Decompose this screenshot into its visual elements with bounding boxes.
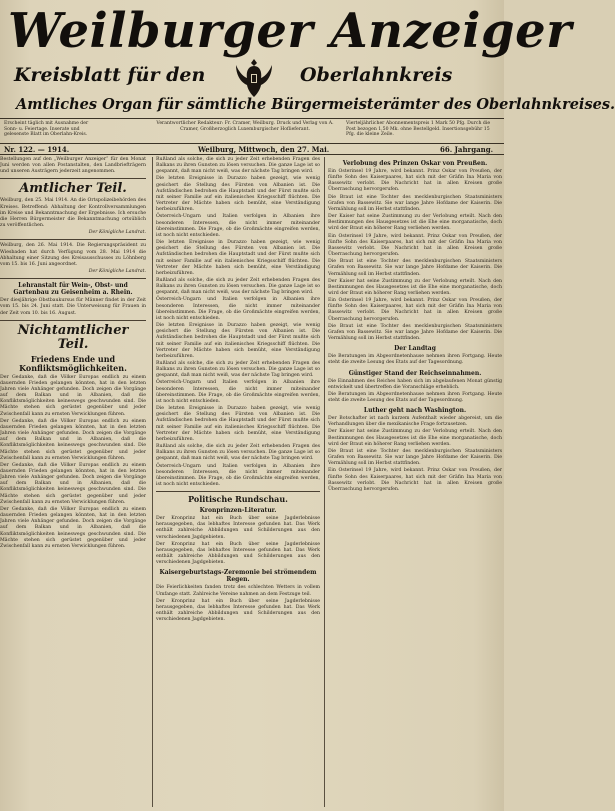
article-paragraph: Die Beratungen im Abgeordnetenhause nehmen ihren Fortgang. Heute steht die zweite Lesung des Etats auf der Tagesordnung. <box>328 354 502 366</box>
section-heading-rundschau: Politische Rundschau. <box>188 494 288 505</box>
article-paragraph: Weilburg, den 26. Mai 1914. Die Regierungspräsident zu Wiesbaden hat durch Verfügung vom 28. Mai 1914 die Abhaltung einer Sitzung des Kreisausschusses zu Löhnberg vom 15. bis 16. Juni angeordnet. <box>0 243 146 267</box>
article-paragraph: Der Kaiser hat seine Zustimmung zu der Verlobung erteilt. Nach den Bestimmungen des Hausgesetzes ist die Ehe eine morganatische, doch wird der Braut ein höherer Rang verliehen werden. <box>328 429 502 447</box>
divider <box>156 491 320 492</box>
article-paragraph: Ein Osterinsel 19 Jahre, wird bekannt. Prinz Oskar von Preußen, der fünfte Sohn des Kaiserpaares, hat sich mit der Gräfin Ina Maria von Bassewitz verlobt. Die Nachricht hat in allen Kreisen große Überraschung hervorgerufen. <box>328 169 502 193</box>
article-heading: Lehranstalt für Wein-, Obst- und Gartenbau zu Geisenheim a. Rhein. <box>13 282 133 297</box>
article-paragraph: Die Braut ist eine Tochter des mecklenburgischen Staatsministers Grafen von Bassewitz. Sie war lange Jahre Hofdame der Kaiserin. Die Vermählung soll im Herbst stattfinden. <box>328 259 502 277</box>
subtitle-left: Kreisblatt für den <box>14 64 206 86</box>
article-paragraph: Die letzten Ereignisse in Durazzo haben gezeigt, wie wenig gesichert die Stellung des Fürsten von Albanien ist. Die Aufständischen bedrohen die Hauptstadt und der Fürst mußte sich mit seiner Familie auf ein italienisches Kriegsschiff flüchten. Die Vertreter der Mächte haben sich bemüht, eine Verständigung herbeizuführen. <box>156 176 320 213</box>
divider <box>0 278 146 279</box>
article-paragraph: Der Gedanke, daß die Völker Europas endlich zu einem dauernden Frieden gelangen könnten, hat in den letzten Jahren viele Anhänger gefunden. Doch zeigen die Vorgänge auf dem Balkan und in Albanien, daß die Konfliktsmöglichkeiten keineswegs geschwunden sind. Die Mächte stehen sich gerüstet gegenüber und jeder Zwischenfall kann zu ernsten Verwicklungen führen. <box>0 506 146 549</box>
subtitle-right: Oberlahnkreis <box>300 64 453 86</box>
volume-number: 66. Jahrgang. <box>440 145 494 154</box>
column-2 <box>152 157 320 807</box>
article-paragraph: Weilburg, den 25. Mai 1914. An die Ortspolizeibehörden des Kreises. Betreffend: Abhaltung der Kontrollversammlungen im Kreise und Bekanntmachung der Ergebnisse. Ich ersuche die Herren Bürgermeister die Bekanntmachung ortsüblich zu veröffentlichen. <box>0 198 146 229</box>
article-paragraph: Der Kronprinz hat ein Buch über seine Jagderlebnisse herausgegeben, das lebhaftes Interesse gefunden hat. Das Werk enthält zahlreiche Abbildungen und Schilderungen aus den verschiedenen Jagdgebieten. <box>156 516 320 540</box>
article-paragraph: Der Gedanke, daß die Völker Europas endlich zu einem dauernden Frieden gelangen könnten, hat in den letzten Jahren viele Anhänger gefunden. Doch zeigen die Vorgänge auf dem Balkan und in Albanien, daß die Konfliktsmöglichkeiten keineswegs geschwunden sind. Die Mächte stehen sich gerüstet gegenüber und jeder Zwischenfall kann zu ernsten Verwicklungen führen. <box>0 374 146 417</box>
article-paragraph: Die letzten Ereignisse in Durazzo haben gezeigt, wie wenig gesichert die Stellung des Fürsten von Albanien ist. Die Aufständischen bedrohen die Hauptstadt und der Fürst mußte sich mit seiner Familie auf ein italienisches Kriegsschiff flüchten. Die Vertreter der Mächte haben sich bemüht, eine Verständigung herbeizuführen. <box>156 240 320 276</box>
article-paragraph: Die Einnahmen des Reiches haben sich im abgelaufenen Monat günstig entwickelt und übertreffen die Voranschläge erheblich. <box>328 378 502 390</box>
article-paragraph: Der diesjährige Obstbaukursus für Männer findet in der Zeit vom 15. bis 24. Juni statt. Die Unterweisung für Frauen in der Zeit vom 10. bis 16. August. <box>0 298 146 316</box>
article-paragraph: Österreich-Ungarn und Italien verfolgen in Albanien ihre besonderen Interessen, die nicht immer miteinander übereinstimmen. Die Frage, ob die Großmächte eingreifen werden, ist noch nicht entschieden. <box>156 380 320 404</box>
section-heading-amtlich: Amtlicher Teil. <box>19 181 127 197</box>
dateline <box>0 143 504 155</box>
divider <box>0 320 146 321</box>
article-paragraph: Die Braut ist eine Tochter des mecklenburgischen Staatsministers Grafen von Bassewitz. Sie war lange Jahre Hofdame der Kaiserin. Die Vermählung soll im Herbst stattfinden. <box>328 323 502 342</box>
divider <box>0 178 146 179</box>
newspaper-title: Weilburger Anzeiger <box>8 3 572 59</box>
article-paragraph: Rußland als solche, die sich zu jeder Zeit erhebenden Fragen des Balkans zu ihren Gunsten zu lösen versuchen. Die ganze Lage ist so gespannt, daß man nicht weiß, was der nächste Tag bringen wird. <box>156 277 320 296</box>
article-paragraph: Österreich-Ungarn und Italien verfolgen in Albanien ihre besonderen Interessen, die nicht immer miteinander übereinstimmen. Die Frage, ob die Großmächte eingreifen werden, ist noch nicht entschieden. <box>156 297 320 321</box>
article-paragraph: Rußland als solche, die sich zu jeder Zeit erhebenden Fragen des Balkans zu ihren Gunsten zu lösen versuchen. Die ganze Lage ist so gespannt, daß man nicht weiß, was der nächste Tag bringen wird. <box>156 157 320 175</box>
issue-date: Weilburg, Mittwoch, den 27. Mai. <box>198 145 330 154</box>
article-paragraph: Die Braut ist eine Tochter des mecklenburgischen Staatsministers Grafen von Bassewitz. Sie war lange Jahre Hofdame der Kaiserin. Die Vermählung soll im Herbst stattfinden. <box>328 194 502 212</box>
article-paragraph: Der Kronprinz hat ein Buch über seine Jagderlebnisse herausgegeben, das lebhaftes Interesse gefunden hat. Das Werk enthält zahlreiche Abbildungen und Schilderungen aus den verschiedenen Jagdgebieten. <box>156 598 320 623</box>
article-paragraph: Der Kronprinz hat ein Buch über seine Jagderlebnisse herausgegeben, das lebhaftes Interesse gefunden hat. Das Werk enthält zahlreiche Abbildungen und Schilderungen aus den verschiedenen Jagdgebieten. <box>156 541 320 566</box>
article-paragraph: Der Botschafter ist nach kurzem Aufenthalt wieder abgereist, um die Verhandlungen über die mexikanische Frage fortzusetzen. <box>328 416 502 428</box>
article-paragraph: Die letzten Ereignisse in Durazzo haben gezeigt, wie wenig gesichert die Stellung des Fürsten von Albanien ist. Die Aufständischen bedrohen die Hauptstadt und der Fürst mußte sich mit seiner Familie auf ein italienisches Kriegsschiff flüchten. Die Vertreter der Mächte haben sich bemüht, eine Verständigung herbeizuführen. <box>156 406 320 442</box>
article-paragraph: Die letzten Ereignisse in Durazzo haben gezeigt, wie wenig gesichert die Stellung des Fürsten von Albanien ist. Die Aufständischen bedrohen die Hauptstadt und der Fürst mußte sich mit seiner Familie auf ein italienisches Kriegsschiff flüchten. Die Vertreter der Mächte haben sich bemüht, eine Verständigung herbeizuführen. <box>156 323 320 359</box>
article-paragraph: Rußland als solche, die sich zu jeder Zeit erhebenden Fragen des Balkans zu ihren Gunsten zu lösen versuchen. Die ganze Lage ist so gespannt, daß man nicht weiß, was der nächste Tag bringen wird. <box>156 444 320 462</box>
info-center: Verantwortlicher Redakteur: Fr. Cramer, Weilburg. Druck und Verlag von A. Cramer, Großherzoglich Luxemburgischer Hoflieferant. <box>156 121 334 132</box>
eagle-crest-icon <box>234 56 274 100</box>
article-heading: Verlobung des Prinzen Oskar von Preußen. <box>342 160 488 167</box>
article-heading: Kaisergeburtstags-Zeremonie bei strömendem Regen. <box>159 569 317 584</box>
article-paragraph: Der Kaiser hat seine Zustimmung zu der Verlobung erteilt. Nach den Bestimmungen des Hausgesetzes ist die Ehe eine morganatische, doch wird der Braut ein höherer Rang verliehen werden. <box>328 278 502 296</box>
organ-line: Amtliches Organ für sämtliche Bürgermeisterämter des Oberlahnkreises. <box>16 96 615 113</box>
article-heading: Luther geht nach Washington. <box>363 407 467 415</box>
article-heading: Günstiger Stand der Reichseinnahmen. <box>348 369 482 377</box>
signature: Der Königliche Landrat. <box>88 269 146 275</box>
article-paragraph: Ein Osterinsel 19 Jahre, wird bekannt. Prinz Oskar von Preußen, der fünfte Sohn des Kaiserpaares, hat sich mit der Gräfin Ina Maria von Bassewitz verlobt. Die Nachricht hat in allen Kreisen große Überraschung hervorgerufen. <box>328 298 502 322</box>
article-paragraph: Der Gedanke, daß die Völker Europas endlich zu einem dauernden Frieden gelangen könnten, hat in den letzten Jahren viele Anhänger gefunden. Doch zeigen die Vorgänge auf dem Balkan und in Albanien, daß die Konfliktsmöglichkeiten keineswegs geschwunden sind. Die Mächte stehen sich gerüstet gegenüber und jeder Zwischenfall kann zu ernsten Verwicklungen führen. <box>0 462 146 505</box>
article-paragraph: Die Braut ist eine Tochter des mecklenburgischen Staatsministers Grafen von Bassewitz. Sie war lange Jahre Hofdame der Kaiserin. Die Vermählung soll im Herbst stattfinden. <box>328 448 502 467</box>
issue-number: Nr. 122. — 1914. <box>4 145 70 154</box>
article-heading: Der Landtag <box>394 345 436 353</box>
masthead <box>0 0 572 62</box>
article-heading: Friedens Ende und Konfliktsmöglichkeiten. <box>19 353 127 373</box>
column-1 <box>0 157 146 807</box>
article-paragraph: Österreich-Ungarn und Italien verfolgen in Albanien ihre besonderen Interessen, die nicht immer miteinander übereinstimmen. Die Frage, ob die Großmächte eingreifen werden, ist noch nicht entschieden. <box>156 463 320 487</box>
article-heading: Kronprinzen-Literatur. <box>199 507 277 515</box>
article-paragraph: Der Kaiser hat seine Zustimmung zu der Verlobung erteilt. Nach den Bestimmungen des Hausgesetzes ist die Ehe eine morganatische, doch wird der Braut ein höherer Rang verliehen werden. <box>328 214 502 232</box>
article-paragraph: Ein Osterinsel 19 Jahre, wird bekannt. Prinz Oskar von Preußen, der fünfte Sohn des Kaiserpaares, hat sich mit der Gräfin Ina Maria von Bassewitz verlobt. Die Nachricht hat in allen Kreisen große Überraschung hervorgerufen. <box>328 468 502 492</box>
column-3 <box>324 157 502 807</box>
signature: Der Königliche Landrat. <box>88 230 146 236</box>
info-right: Vierteljährlicher Abonnementspreis 1 Mark 50 Pfg. Durch die Post bezogen 1,50 Mk. ohne Bestellgeld. Insertionsgebühr 15 Pfg. die kleine Zeile. <box>346 121 491 138</box>
section-heading-nichtamtlich: Nichtamtlicher Teil. <box>17 322 129 352</box>
subscription-notice: Bestellungen auf den „Weilburger Anzeiger“ für den Monat Juni werden von allen Postanstalten, den Landbriefträgern und unseren Austrägern jederzeit angenommen. <box>0 157 146 175</box>
article-paragraph: Rußland als solche, die sich zu jeder Zeit erhebenden Fragen des Balkans zu ihren Gunsten zu lösen versuchen. Die ganze Lage ist so gespannt, daß man nicht weiß, was der nächste Tag bringen wird. <box>156 361 320 379</box>
info-left: Erscheint täglich mit Ausnahme der Sonn- u. Feiertage. Inserate und gelesenste Blatt im Oberlahn-Kreis. <box>4 121 89 138</box>
article-paragraph: Die Feierlichkeiten fanden trotz des schlechten Wetters in vollem Umfange statt. Zahlreiche Vereine nahmen an dem Festzuge teil. <box>156 585 320 597</box>
article-paragraph: Der Gedanke, daß die Völker Europas endlich zu einem dauernden Frieden gelangen könnten, hat in den letzten Jahren viele Anhänger gefunden. Doch zeigen die Vorgänge auf dem Balkan und in Albanien, daß die Konfliktsmöglichkeiten keineswegs geschwunden sind. Die Mächte stehen sich gerüstet gegenüber und jeder Zwischenfall kann zu ernsten Verwicklungen führen. <box>0 418 146 461</box>
article-paragraph: Ein Osterinsel 19 Jahre, wird bekannt. Prinz Oskar von Preußen, der fünfte Sohn des Kaiserpaares, hat sich mit der Gräfin Ina Maria von Bassewitz verlobt. Die Nachricht hat in allen Kreisen große Überraschung hervorgerufen. <box>328 233 502 258</box>
divider <box>0 239 146 240</box>
article-paragraph: Österreich-Ungarn und Italien verfolgen in Albanien ihre besonderen Interessen, die nicht immer miteinander übereinstimmen. Die Frage, ob die Großmächte eingreifen werden, ist noch nicht entschieden. <box>156 214 320 238</box>
article-paragraph: Die Beratungen im Abgeordnetenhause nehmen ihren Fortgang. Heute steht die zweite Lesung des Etats auf der Tagesordnung. <box>328 391 502 403</box>
